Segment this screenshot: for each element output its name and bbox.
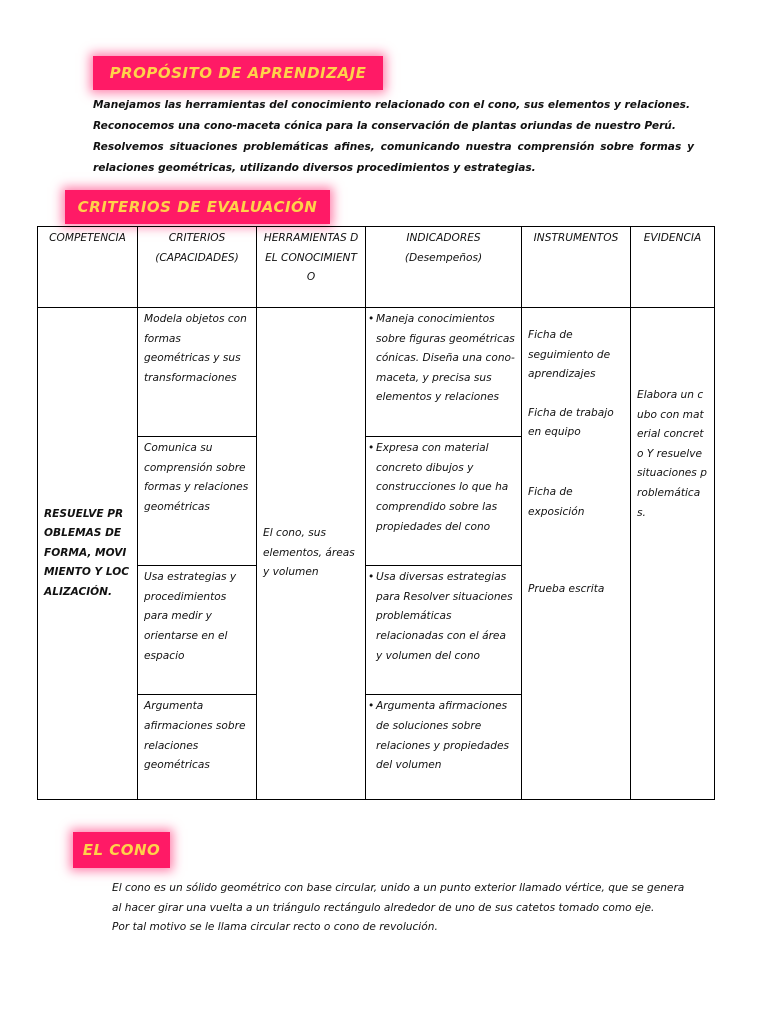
herramientas-cell: El cono, sus elementos, áreas y volumen xyxy=(257,308,366,800)
criteria-table xyxy=(37,226,715,800)
header-instrumentos: INSTRUMENTOS xyxy=(522,227,631,308)
indicador-1: • Maneja conocimientos sobre figuras geométricas cónicas. Diseña una cono-maceta, y precisa sus elementos y relaciones xyxy=(366,308,522,437)
instrumento-3: Ficha de exposición xyxy=(528,485,585,518)
competencia-cell: RESUELVE PROBLEMAS DE FORMA, MOVIMIENTO Y LOCALIZACIÓN. xyxy=(38,308,138,800)
evidencia-cell: Elabora un cubo con material concreto Y resuelve situaciones problemáticas. xyxy=(631,308,715,800)
criterio-4: Argumenta afirmaciones sobre relaciones geométricas xyxy=(138,695,257,800)
instrumento-2: Ficha de trabajo en equipo xyxy=(528,406,614,439)
header-criterios: CRITERIOS (CAPACIDADES) xyxy=(138,227,257,308)
instrumentos-cell xyxy=(522,308,631,800)
instrumento-4: Prueba escrita xyxy=(528,583,605,596)
header-competencia: COMPETENCIA xyxy=(38,227,138,308)
cone-description xyxy=(112,879,692,938)
intro-line-3: Resolvemos situaciones problemáticas afines, comunicando nuestra comprensión sobre formas y relaciones geométricas, utilizando diversos procedimientos y estrategias. xyxy=(93,141,694,174)
intro-line-2: Reconocemos una cono-maceta cónica para la conservación de plantas oriundas de nuestro Perú. xyxy=(93,120,676,132)
cone-paragraph: El cono es un sólido geométrico con base circular, unido a un punto exterior llamado vértice, que se genera al hacer girar una vuelta a un triángulo rectángulo alrededor de uno de sus catetos tomado como eje. xyxy=(112,882,685,914)
criterio-3: Usa estrategias y procedimientos para medir y orientarse en el espacio xyxy=(138,566,257,695)
instrumento-1: Ficha de seguimiento de aprendizajes xyxy=(528,329,611,381)
indicador-3: • Usa diversas estrategias para Resolver situaciones problemáticas relacionadas con el área y volumen del cono xyxy=(366,566,522,695)
header-evidencia: EVIDENCIA xyxy=(631,227,715,308)
table-row xyxy=(38,308,715,437)
table-header-row xyxy=(38,227,715,308)
cone-banner: EL CONO xyxy=(73,832,170,868)
purpose-banner: PROPÓSITO DE APRENDIZAJE xyxy=(93,56,383,90)
header-herramientas: HERRAMIENTAS DEL CONOCIMIENTO xyxy=(257,227,366,308)
criteria-banner: CRITERIOS DE EVALUACIÓN xyxy=(65,190,330,224)
header-indicadores: INDICADORES (Desempeños) xyxy=(366,227,522,308)
intro-text xyxy=(93,95,694,179)
intro-line-1: Manejamos las herramientas del conocimiento relacionado con el cono, sus elementos y relaciones. xyxy=(93,99,690,111)
cone-note: Por tal motivo se le llama circular recto o cono de revolución. xyxy=(112,921,438,934)
criterio-2: Comunica su comprensión sobre formas y relaciones geométricas xyxy=(138,437,257,566)
indicador-4: • Argumenta afirmaciones de soluciones sobre relaciones y propiedades del volumen xyxy=(366,695,522,800)
indicador-2: • Expresa con material concreto dibujos y construcciones lo que ha comprendido sobre las propiedades del cono xyxy=(366,437,522,566)
criterio-1: Modela objetos con formas geométricas y sus transformaciones xyxy=(138,308,257,437)
